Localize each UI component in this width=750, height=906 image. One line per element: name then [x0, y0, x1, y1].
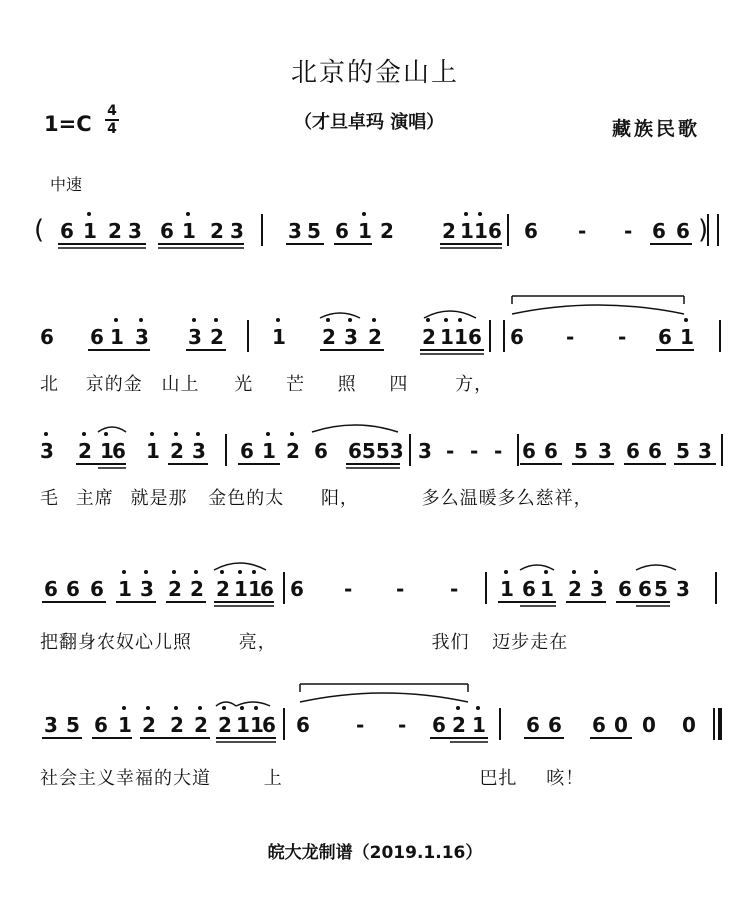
note-glyph: - — [470, 439, 479, 463]
slur-arc — [98, 427, 126, 432]
note-glyph: - — [618, 325, 627, 349]
note-glyph: 6 — [112, 439, 126, 463]
octave-dot — [82, 432, 86, 436]
note-glyph: 2 — [142, 713, 156, 737]
note-glyph: 3 — [188, 325, 202, 349]
note-glyph: 6 — [60, 219, 74, 243]
octave-dot — [684, 318, 688, 322]
time-signature-top: 4 — [107, 103, 117, 119]
note-glyph: 6 — [652, 219, 666, 243]
note-glyph: 6 — [262, 713, 276, 737]
svg-text:(: ( — [34, 215, 45, 245]
note-glyph: 5 — [66, 713, 80, 737]
note-glyph: 1 — [262, 439, 276, 463]
key-signature: 1=C — [44, 112, 92, 136]
note-glyph: 6 — [66, 577, 80, 601]
octave-dot — [266, 432, 270, 436]
note-glyph: - — [578, 219, 587, 243]
note-glyph: 1 — [250, 713, 264, 737]
score-line-2 — [40, 296, 720, 354]
note-glyph: 1 — [454, 325, 468, 349]
note-glyph: - — [624, 219, 633, 243]
note-glyph: 6 — [592, 713, 606, 737]
octave-dot — [254, 706, 258, 710]
note-glyph: 2 — [190, 577, 204, 601]
octave-dot — [238, 570, 242, 574]
lyric-segment: 把翻身农奴心儿照 — [40, 632, 192, 653]
note-glyph: 1 — [472, 713, 486, 737]
octave-dot — [458, 318, 462, 322]
note-glyph: 1 — [248, 577, 262, 601]
note-glyph: 6 — [522, 577, 536, 601]
tempo-marking: 中速 — [50, 175, 83, 194]
octave-dot — [240, 706, 244, 710]
note-glyph: 6 — [260, 577, 274, 601]
note-glyph: 6 — [296, 713, 310, 737]
note-glyph: 0 — [614, 713, 628, 737]
lyric-segment: 巴扎 — [479, 768, 518, 789]
slur-arc — [216, 702, 236, 706]
octave-dot — [44, 432, 48, 436]
note-glyph: 2 — [422, 325, 436, 349]
octave-dot — [146, 706, 150, 710]
lyric-segment: 四 — [389, 374, 409, 395]
note-glyph: 3 — [230, 219, 244, 243]
octave-dot — [222, 706, 226, 710]
note-glyph: 6 — [44, 577, 58, 601]
slur-arc — [424, 311, 476, 318]
octave-dot — [144, 570, 148, 574]
octave-dot — [174, 706, 178, 710]
slur-arc — [312, 425, 398, 432]
octave-dot — [276, 318, 280, 322]
note-glyph: 1 — [500, 577, 514, 601]
note-glyph: 2 — [380, 219, 394, 243]
note-glyph: 5 — [307, 219, 321, 243]
note-glyph: - — [356, 713, 365, 737]
note-glyph: 6 — [90, 325, 104, 349]
octave-dot — [122, 706, 126, 710]
note-glyph: 2 — [216, 577, 230, 601]
note-glyph: 2 — [78, 439, 92, 463]
octave-dot — [478, 212, 482, 216]
octave-dot — [139, 318, 143, 322]
footer-credit: 皖大龙制谱（2019.1.16） — [267, 843, 483, 863]
note-glyph: 6 — [314, 439, 328, 463]
note-glyph: 1 — [234, 577, 248, 601]
octave-dot — [192, 318, 196, 322]
note-glyph: 2 — [170, 439, 184, 463]
note-glyph: 6 — [676, 219, 690, 243]
note-glyph: 3 — [344, 325, 358, 349]
time-signature-bottom: 4 — [107, 121, 117, 137]
lyric-segment: 北 — [40, 374, 59, 395]
octave-dot — [444, 318, 448, 322]
note-glyph: 6 — [468, 325, 482, 349]
lyric-segment: 芒 — [285, 374, 305, 395]
note-glyph: 3 — [590, 577, 604, 601]
note-glyph: 2 — [442, 219, 456, 243]
slur-arc — [520, 565, 554, 570]
lyric-segment: 咳！ — [546, 768, 585, 789]
slur-arc — [636, 565, 676, 570]
note-glyph: 1 — [460, 219, 474, 243]
note-glyph: 6 — [432, 713, 446, 737]
octave-dot — [426, 318, 430, 322]
note-glyph: 6 — [658, 325, 672, 349]
note-glyph: 1 — [272, 325, 286, 349]
note-glyph: 2 — [108, 219, 122, 243]
note-glyph: 2 — [170, 713, 184, 737]
note-glyph: 6 — [548, 713, 562, 737]
octave-dot — [290, 432, 294, 436]
octave-dot — [252, 570, 256, 574]
note-glyph: 6553 — [348, 439, 404, 463]
octave-dot — [476, 706, 480, 710]
octave-dot — [172, 570, 176, 574]
note-glyph: 6 — [648, 439, 662, 463]
octave-dot — [572, 570, 576, 574]
close-paren: ) — [698, 215, 709, 245]
score-line-1 — [34, 212, 718, 248]
note-glyph: 6 — [40, 325, 54, 349]
lyric-line-2 — [40, 370, 493, 396]
note-glyph: 2 — [452, 713, 466, 737]
note-glyph: 3 — [598, 439, 612, 463]
octave-dot — [174, 432, 178, 436]
note-glyph: 2 — [218, 713, 232, 737]
note-glyph: - — [450, 577, 459, 601]
note-glyph: 1 — [182, 219, 196, 243]
note-glyph: 1 — [83, 219, 97, 243]
note-glyph: 6 — [626, 439, 640, 463]
note-glyph: 6 — [488, 219, 502, 243]
score-line-5 — [42, 684, 720, 742]
performer: （才旦卓玛 演唱） — [294, 112, 445, 133]
note-glyph: 3 — [135, 325, 149, 349]
note-glyph: 2 — [286, 439, 300, 463]
note-glyph: 6 — [160, 219, 174, 243]
lyric-segment: 迈步走在 — [492, 632, 569, 653]
lyric-segment: 社会主义幸福的大道 — [40, 768, 211, 789]
octave-dot — [594, 570, 598, 574]
note-glyph: 6 — [638, 577, 652, 601]
octave-dot — [122, 570, 126, 574]
octave-dot — [186, 212, 190, 216]
note-glyph: 6 — [94, 713, 108, 737]
octave-dot — [114, 318, 118, 322]
lyric-segment: 我们 — [431, 632, 470, 653]
note-glyph: 1 — [440, 325, 454, 349]
octave-dot — [464, 212, 468, 216]
note-glyph: - — [566, 325, 575, 349]
note-glyph: 3 — [676, 577, 690, 601]
lyric-segment: 京的金 — [85, 374, 143, 395]
note-glyph: 2 — [568, 577, 582, 601]
lyric-segment: 金色的太 — [208, 488, 285, 509]
note-glyph: 6 — [510, 325, 524, 349]
octave-dot — [348, 318, 352, 322]
lyric-segment: 主席 — [75, 488, 114, 509]
lyric-line-4 — [40, 628, 568, 654]
score-line-3 — [40, 425, 722, 468]
note-glyph: 3 — [40, 439, 54, 463]
lyric-segment: 山上 — [161, 374, 200, 395]
note-glyph: 6 — [544, 439, 558, 463]
note-glyph: 2 — [368, 325, 382, 349]
octave-dot — [372, 318, 376, 322]
note-glyph: 1 — [146, 439, 160, 463]
note-glyph: 5 — [574, 439, 588, 463]
note-glyph: - — [494, 439, 503, 463]
score-line-4 — [42, 563, 716, 606]
note-glyph: 0 — [682, 713, 696, 737]
slur-arc — [214, 563, 266, 570]
note-glyph: 2 — [194, 713, 208, 737]
octave-dot — [104, 432, 108, 436]
lyric-segment: 上 — [263, 768, 283, 789]
note-glyph: - — [344, 577, 353, 601]
octave-dot — [214, 318, 218, 322]
note-glyph: 3 — [698, 439, 712, 463]
lyric-segment: 方， — [455, 374, 494, 395]
genre: 藏族民歌 — [612, 118, 701, 140]
note-glyph: 1 — [100, 439, 114, 463]
octave-dot — [220, 570, 224, 574]
note-glyph: 5 — [654, 577, 668, 601]
octave-dot — [456, 706, 460, 710]
note-glyph: 6 — [618, 577, 632, 601]
lyric-line-3 — [40, 484, 593, 510]
note-glyph: 1 — [118, 713, 132, 737]
note-glyph: 1 — [358, 219, 372, 243]
note-glyph: - — [446, 439, 455, 463]
lyric-segment: 照 — [337, 374, 357, 395]
lyric-segment: 毛 — [40, 488, 59, 509]
lyric-segment: 亮， — [238, 632, 277, 653]
note-glyph: 3 — [418, 439, 432, 463]
lyric-line-5 — [40, 764, 584, 790]
note-glyph: 6 — [524, 219, 538, 243]
note-glyph: 2 — [210, 325, 224, 349]
note-glyph: 1 — [680, 325, 694, 349]
note-glyph: 6 — [240, 439, 254, 463]
octave-dot — [194, 570, 198, 574]
note-glyph: 3 — [192, 439, 206, 463]
note-glyph: 5 — [676, 439, 690, 463]
note-glyph: 2 — [210, 219, 224, 243]
note-glyph: 3 — [128, 219, 142, 243]
slur-arc — [236, 702, 270, 706]
note-glyph: 1 — [474, 219, 488, 243]
note-glyph: 0 — [642, 713, 656, 737]
note-glyph: 6 — [290, 577, 304, 601]
note-glyph: 2 — [168, 577, 182, 601]
note-glyph: 6 — [522, 439, 536, 463]
note-glyph: 6 — [90, 577, 104, 601]
note-glyph: 1 — [118, 577, 132, 601]
lyric-segment: 就是那 — [130, 488, 188, 509]
note-glyph: 2 — [322, 325, 336, 349]
lyric-segment: 多么温暖多么慈祥， — [421, 488, 593, 509]
octave-dot — [544, 570, 548, 574]
octave-dot — [150, 432, 154, 436]
note-glyph: 1 — [110, 325, 124, 349]
note-glyph: 3 — [288, 219, 302, 243]
lyric-segment: 阳， — [320, 488, 359, 509]
slur-arc — [320, 313, 360, 318]
octave-dot — [504, 570, 508, 574]
note-glyph: 3 — [44, 713, 58, 737]
note-glyph: 6 — [335, 219, 349, 243]
octave-dot — [198, 706, 202, 710]
octave-dot — [196, 432, 200, 436]
note-glyph: - — [398, 713, 407, 737]
slur-arc — [512, 305, 684, 314]
slur-arc — [300, 693, 468, 702]
note-glyph: 1 — [540, 577, 554, 601]
note-glyph: 1 — [236, 713, 250, 737]
octave-dot — [326, 318, 330, 322]
octave-dot — [362, 212, 366, 216]
lyric-segment: 光 — [234, 374, 254, 395]
note-glyph: - — [396, 577, 405, 601]
octave-dot — [87, 212, 91, 216]
note-glyph: 3 — [140, 577, 154, 601]
song-title: 北京的金山上 — [290, 58, 459, 88]
note-glyph: 6 — [526, 713, 540, 737]
